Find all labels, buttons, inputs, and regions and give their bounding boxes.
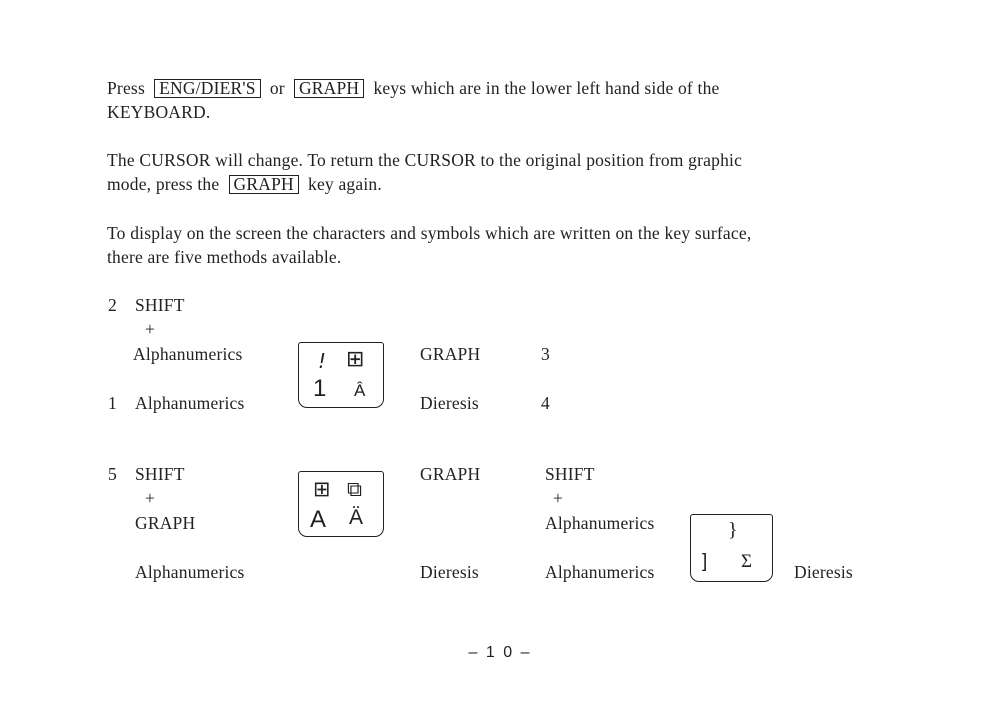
letter-glyph: A xyxy=(310,506,327,533)
method-number: 5 xyxy=(108,464,117,484)
shift-label: SHIFT xyxy=(545,464,595,484)
alphanumerics-label: Alphanumerics xyxy=(545,562,655,582)
method-number: 3 xyxy=(541,344,550,364)
page-number: – 1 0 – xyxy=(468,644,532,661)
text: KEYBOARD. xyxy=(107,102,211,122)
method-number: 1 xyxy=(108,393,117,413)
text: there are five methods available. xyxy=(107,247,342,267)
text: or xyxy=(269,78,285,98)
graph-label: GRAPH xyxy=(420,464,481,484)
plus-sign: + xyxy=(553,488,564,508)
keycap-2 xyxy=(298,471,384,537)
text: The CURSOR will change. To return the CURSOR to the original position from graphic xyxy=(107,150,743,170)
a-dieresis-glyph: Ä xyxy=(349,506,364,529)
text: key again. xyxy=(308,174,382,194)
plus-sign: + xyxy=(145,319,156,339)
alphanumerics-label: Alphanumerics xyxy=(133,344,243,364)
paragraph-3 xyxy=(107,221,907,269)
exclamation-glyph: ! xyxy=(318,349,327,373)
shift-label: SHIFT xyxy=(135,464,185,484)
key-label-graph: GRAPH xyxy=(229,175,299,194)
paragraph-2 xyxy=(107,148,907,196)
digit-glyph: 1 xyxy=(313,375,327,402)
dieresis-label: Dieresis xyxy=(420,393,479,413)
alphanumerics-label: Alphanumerics xyxy=(135,562,245,582)
text: mode, press the xyxy=(107,174,220,194)
keycap-3 xyxy=(690,514,773,582)
grid-icon: ⊞ xyxy=(346,347,365,372)
key-label-eng-diers: ENG/DIER'S xyxy=(154,79,261,98)
key-label-graph: GRAPH xyxy=(294,79,364,98)
dieresis-label: Dieresis xyxy=(420,562,479,582)
text: keys which are in the lower left hand side of the xyxy=(373,78,720,98)
alphanumerics-label: Alphanumerics xyxy=(135,393,245,413)
graph-label: GRAPH xyxy=(420,344,481,364)
plus-sign: + xyxy=(145,488,156,508)
paragraph-1 xyxy=(107,76,907,124)
brace-glyph: } xyxy=(728,519,738,541)
method-number: 4 xyxy=(541,393,550,413)
dieresis-label: Dieresis xyxy=(794,562,853,582)
keycap-1 xyxy=(298,342,384,408)
a-circumflex-glyph: Â xyxy=(354,381,366,400)
method-number: 2 xyxy=(108,295,117,315)
alphanumerics-label: Alphanumerics xyxy=(545,513,655,533)
corner-box-icon: ⧉ xyxy=(347,477,362,501)
bracket-glyph: ] xyxy=(702,551,708,572)
sigma-glyph: Σ xyxy=(741,551,753,572)
text: To display on the screen the characters and symbols which are written on the key surface, xyxy=(107,223,752,243)
shift-label: SHIFT xyxy=(135,295,185,315)
grid-icon: ⊞ xyxy=(313,477,331,501)
graph-label: GRAPH xyxy=(135,513,196,533)
text: Press xyxy=(107,78,145,98)
